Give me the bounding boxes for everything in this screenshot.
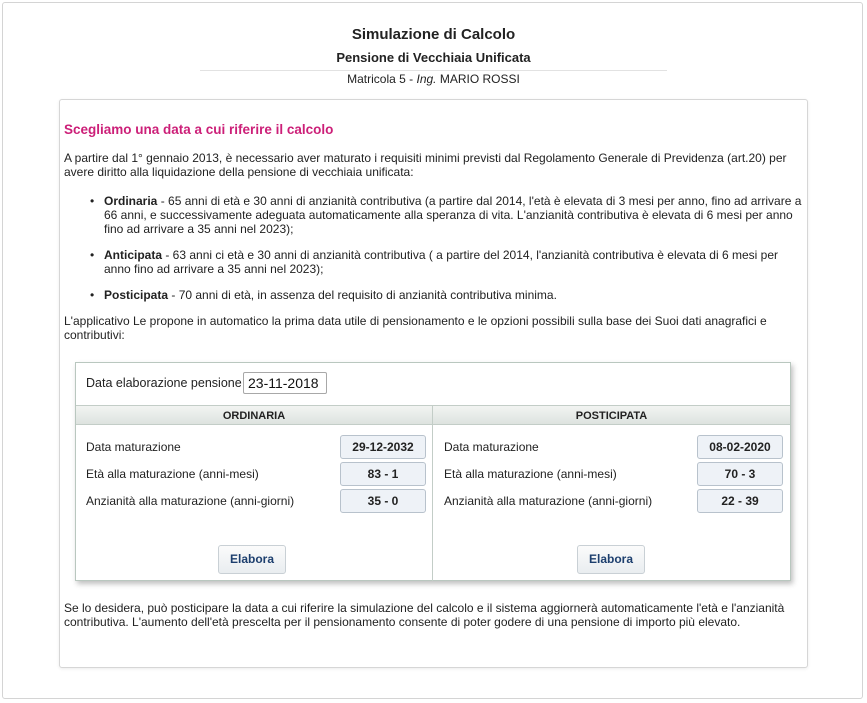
section-title: Scegliamo una data a cui riferire il calcolo [64,122,334,137]
ordinaria-heading: ORDINARIA [76,405,432,425]
ordinaria-elabora-button[interactable]: Elabora [218,545,286,574]
posticipata-age-value: 70 - 3 [697,462,783,486]
proposal-paragraph: L'applicativo Le propone in automatico la prima data utile di pensionamento e le opzioni possibili sulla base dei Suoi dati anagrafici e contributivi: [64,314,767,342]
bullet-label: Anticipata [104,248,163,262]
ordinaria-date-label: Data maturazione [86,440,181,454]
ordinaria-age-label: Età alla maturazione (anni-mesi) [86,467,259,481]
intro-paragraph: A partire dal 1° gennaio 2013, è necessario aver maturato i requisiti minimi previsti dal Regolamento Generale di Previdenza (art.20) per avere diritto alla liquidazione della pensione di vecchiaia unificata: [64,151,787,179]
user-info [0,72,867,86]
ordinaria-seniority-label: Anzianità alla maturazione (anni-giorni) [86,494,295,508]
bullet-posticipata [90,288,802,302]
elaboration-date-label: Data elaborazione pensione [86,376,242,390]
bullet-label: Ordinaria [104,194,158,208]
posticipata-age-label: Età alla maturazione (anni-mesi) [444,467,617,481]
user-title: Ing. [416,72,437,86]
footer-paragraph: Se lo desidera, può posticipare la data a cui riferire la simulazione del calcolo e il sistema aggiornerà automaticamente l'età e l'anzianità contributiva. L'aumento dell'età prescelta per il pensionamento consente di poter godere di una pensione di importo più elevato. [64,601,785,629]
elaboration-date-input[interactable] [243,372,327,394]
bullet-ordinaria [90,194,802,236]
posticipata-date-label: Data maturazione [444,440,539,454]
bullet-dot-icon: • [90,194,95,208]
matricola-label: Matricola 5 - [347,72,417,86]
posticipata-elabora-button[interactable]: Elabora [577,545,645,574]
bullet-text: - 65 anni di età e 30 anni di anzianità contributiva (a partire dal 2014, l'età è elevata di 3 mesi per anno, fino ad arrivare a 66 anni, e successivamente adeguata automaticamente alla speranza di vita. L'anzianità contributiva è elevata di 6 mesi per anno fino ad arrivare a 35 anni nel 2023); [104,194,802,236]
ordinaria-date-value: 29-12-2032 [340,435,426,459]
posticipata-date-value: 08-02-2020 [697,435,783,459]
ordinaria-seniority-value: 35 - 0 [340,489,426,513]
bullet-dot-icon: • [90,288,95,302]
ordinaria-age-value: 83 - 1 [340,462,426,486]
page-subtitle: Pensione di Vecchiaia Unificata [336,50,531,65]
posticipata-seniority-value: 22 - 39 [697,489,783,513]
page-title: Simulazione di Calcolo [351,26,516,43]
posticipata-heading: POSTICIPATA [433,405,790,425]
header-divider [200,70,667,71]
posticipata-seniority-label: Anzianità alla maturazione (anni-giorni) [444,494,653,508]
user-name: MARIO ROSSI [436,72,520,86]
bullet-label: Posticipata [104,288,169,302]
column-divider [432,405,433,581]
bullet-dot-icon: • [90,248,95,262]
bullet-text: - 70 anni di età, in assenza del requisito di anzianità contributiva minima. [168,288,557,302]
bullet-text: - 63 anni ci età e 30 anni di anzianità contributiva ( a partire del 2014, l'anzianità contributiva è elevata di 6 mesi per anno fino ad arrivare a 35 anni nel 2023); [104,248,779,276]
bullet-anticipata [90,248,802,276]
